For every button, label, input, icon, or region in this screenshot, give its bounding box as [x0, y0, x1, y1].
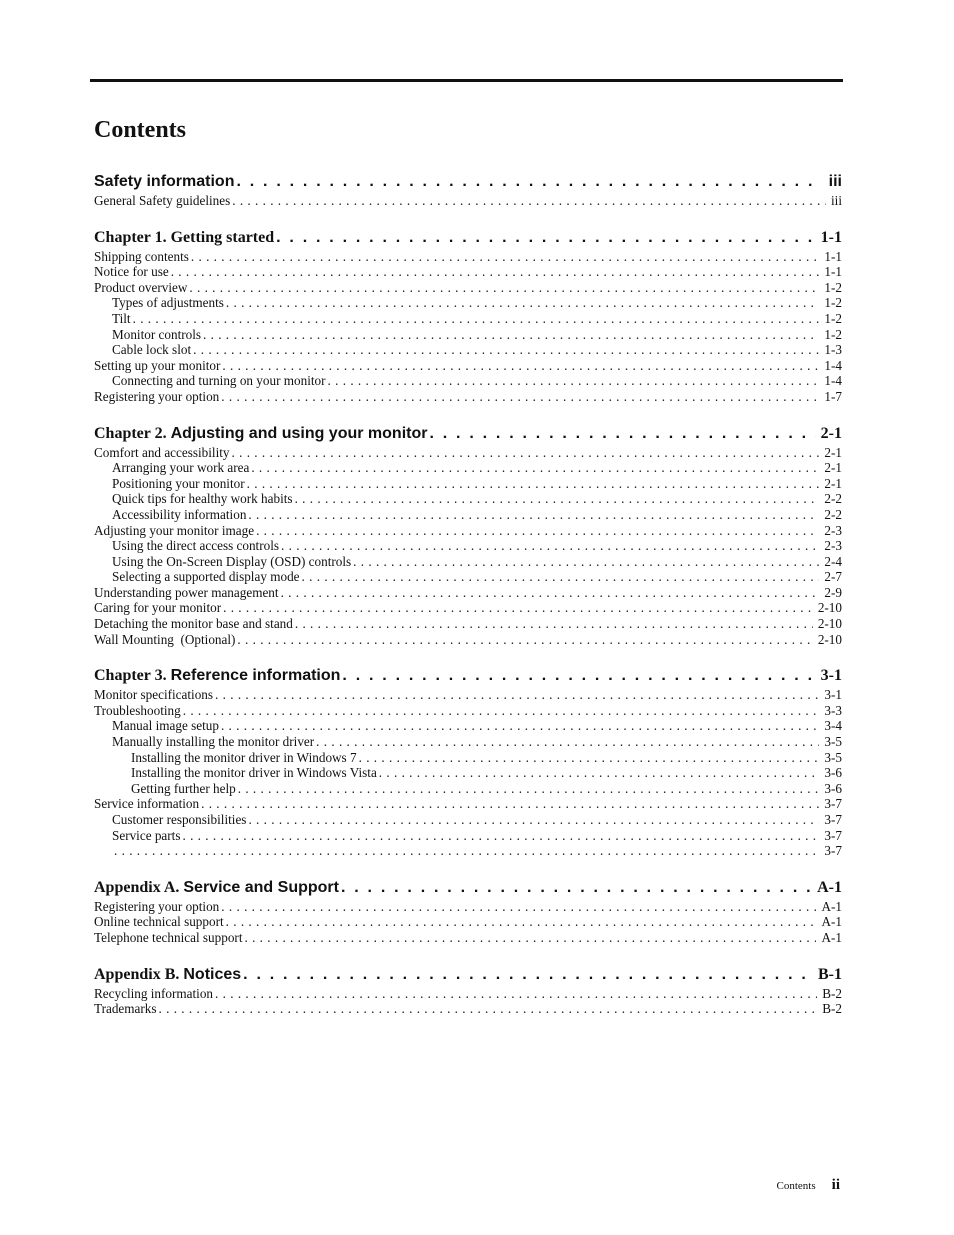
toc-entry-label: Understanding power management: [94, 584, 279, 600]
dot-leader: [226, 295, 820, 311]
toc-entry[interactable]: [94, 812, 842, 828]
toc-entry-page-number: 1-1: [824, 248, 842, 264]
toc-entry-page-number: 1-2: [824, 295, 842, 311]
toc-entry-label: Connecting and turning on your monitor: [112, 373, 326, 389]
dot-leader: [328, 373, 820, 389]
toc-entry[interactable]: [94, 491, 842, 507]
toc-entry-page-number: 1-2: [824, 310, 842, 326]
toc-entry[interactable]: [94, 899, 842, 915]
dot-leader: [247, 476, 820, 492]
toc-entry[interactable]: [94, 1001, 842, 1017]
toc-entry-label: Manually installing the monitor driver: [112, 734, 315, 750]
dot-leader: [203, 327, 819, 343]
toc-entry-label: Customer responsibilities: [112, 812, 247, 827]
dot-leader: [182, 828, 819, 844]
toc-entry-page-number: 2-2: [824, 491, 842, 507]
dot-leader: [221, 718, 819, 734]
toc-entry-page-number: B-2: [822, 985, 842, 1001]
toc-entry-page-number: 2-1: [824, 444, 842, 460]
dot-leader: [236, 172, 815, 192]
page-title: Contents: [94, 117, 187, 143]
toc-entry-page-number: 2-9: [824, 584, 842, 600]
toc-entry[interactable]: [94, 986, 842, 1002]
toc-entry[interactable]: [94, 249, 842, 265]
section-heading-title: Reference information: [170, 667, 341, 685]
toc-entry[interactable]: [94, 538, 842, 554]
dot-leader: [276, 228, 816, 248]
toc-entry-label: Quick tips for healthy work habits: [112, 491, 293, 507]
dot-leader: [215, 687, 819, 703]
dot-leader: [226, 914, 817, 930]
toc-section: [94, 172, 842, 209]
toc-entry[interactable]: [94, 616, 842, 632]
toc-entry-label: Installing the monitor driver in Windows 7: [131, 749, 357, 765]
dot-leader: [159, 1001, 818, 1017]
toc-entry[interactable]: [94, 311, 842, 327]
section-heading-title: Adjusting and using your monitor: [170, 424, 428, 442]
toc-entry[interactable]: [94, 507, 842, 523]
toc-entry[interactable]: [94, 930, 842, 946]
dot-leader: [379, 765, 820, 781]
toc-entry-label: Online technical support: [94, 914, 224, 930]
dot-leader: [171, 264, 820, 280]
toc-entry-page-number: 2-2: [824, 506, 842, 522]
toc-entry[interactable]: [94, 687, 842, 703]
toc-entry-label: Recycling information: [94, 985, 214, 1001]
toc-entry-label: Tilt: [112, 310, 131, 326]
toc-entry-page-number: 2-4: [824, 553, 842, 569]
toc-entry-page-number: 3-5: [824, 749, 842, 765]
section-page-number: A-1: [817, 878, 842, 896]
toc-entry-label: Types of adjustments: [112, 295, 224, 311]
toc-entry-page-number: 3-4: [824, 718, 842, 734]
toc-entry-label: Getting further help: [131, 780, 236, 796]
section-heading-prefix: Chapter 3.: [94, 667, 171, 685]
dot-leader: [238, 781, 820, 797]
footer-label: Contents: [776, 1180, 816, 1192]
toc-entry-label: Trademarks: [94, 1001, 157, 1017]
toc-entry-label: Using the On-Screen Display (OSD) controls: [112, 553, 352, 569]
section-page-number: 3-1: [820, 667, 842, 685]
dot-leader: [243, 965, 813, 985]
toc-entry-label: Troubleshooting: [94, 702, 181, 718]
section-heading-prefix: Appendix A.: [94, 878, 184, 896]
toc-entry-page-number: A-1: [821, 929, 842, 945]
toc-entry-page-number: 3-6: [824, 780, 842, 796]
toc-entry-page-number: 2-10: [817, 600, 842, 616]
toc-entry-page-number: 1-7: [824, 388, 842, 404]
toc-section: [94, 228, 842, 405]
dot-leader: [248, 507, 819, 523]
toc-entry-page-number: A-1: [821, 898, 842, 914]
toc-entry-page-number: 2-3: [824, 522, 842, 538]
dot-leader: [193, 342, 819, 358]
toc-entry[interactable]: [94, 843, 842, 859]
toc-entry[interactable]: [94, 295, 842, 311]
toc-entry-page-number: 3-5: [824, 734, 842, 750]
toc-entry-page-number: B-2: [822, 1001, 842, 1017]
dot-leader: [222, 358, 819, 374]
toc-section: [94, 424, 842, 648]
toc-entry[interactable]: [94, 914, 842, 930]
toc-entry-label: Shipping contents: [94, 248, 189, 264]
toc-section: [94, 878, 842, 946]
dot-leader: [316, 734, 819, 750]
toc-entry[interactable]: [94, 342, 842, 358]
dot-leader: [133, 311, 820, 327]
dot-leader: [295, 491, 820, 507]
toc-entry-page-number: A-1: [821, 914, 842, 930]
dot-leader: [189, 280, 819, 296]
section-heading-prefix: Chapter 2.: [94, 424, 171, 442]
toc-entry[interactable]: [94, 718, 842, 734]
dot-leader: [223, 600, 813, 616]
dot-leader: [295, 616, 813, 632]
toc-entry-page-number: 1-2: [824, 279, 842, 295]
dot-leader: [342, 666, 815, 686]
toc-section-heading[interactable]: [94, 424, 842, 444]
toc-entry[interactable]: [94, 373, 842, 389]
toc-entry-label: Registering your option: [94, 388, 220, 404]
section-heading-title: Notices: [183, 965, 242, 983]
toc-entry[interactable]: [94, 460, 842, 476]
toc-entry-label: Wall Mounting (Optional): [94, 631, 236, 647]
dot-leader: [221, 389, 819, 405]
toc-entry-page-number: 2-1: [824, 460, 842, 476]
toc-entry-page-number: 3-7: [824, 843, 842, 859]
toc-entry-label: Service parts: [112, 827, 181, 843]
toc-entry[interactable]: [94, 703, 842, 719]
toc-entry-label: Registering your option: [94, 898, 220, 914]
toc-entry-label: Setting up your monitor: [94, 357, 221, 373]
dot-leader: [237, 632, 812, 648]
toc-entry[interactable]: [94, 796, 842, 812]
toc-section-heading[interactable]: [94, 878, 842, 898]
toc-entry-page-number: 3-1: [824, 687, 842, 703]
dot-leader: [281, 538, 819, 554]
toc-section-heading[interactable]: [94, 965, 842, 985]
toc-entry-label: Product overview: [94, 279, 188, 295]
dot-leader: [251, 460, 819, 476]
section-page-number: iii: [828, 173, 842, 190]
toc-entry-page-number: iii: [831, 193, 842, 208]
toc-entry[interactable]: [94, 193, 842, 209]
toc-entry-page-number: 2-10: [817, 631, 842, 647]
toc-entry[interactable]: [94, 734, 842, 750]
toc-entry-page-number: 3-3: [824, 702, 842, 718]
toc-entry-label: Adjusting your monitor image: [94, 522, 255, 538]
toc-entry[interactable]: [94, 585, 842, 601]
toc-entry[interactable]: [94, 750, 842, 766]
dot-leader: [256, 523, 819, 539]
toc-entry-label: Notice for use: [94, 264, 169, 280]
toc-entry-label: Selecting a supported display mode: [112, 569, 300, 585]
dot-leader: [114, 843, 819, 859]
toc-entry[interactable]: [94, 327, 842, 343]
dot-leader: [429, 424, 815, 444]
toc-section: [94, 965, 842, 1017]
toc-entry[interactable]: [94, 828, 842, 844]
toc-section-heading[interactable]: [94, 666, 842, 686]
dot-leader: [215, 986, 817, 1002]
dot-leader: [191, 249, 820, 265]
toc-section-heading[interactable]: [94, 172, 842, 192]
toc-entry[interactable]: [94, 600, 842, 616]
dot-leader: [221, 899, 816, 915]
toc-entry-label: Monitor controls: [112, 326, 202, 342]
toc-entry-page-number: 1-1: [824, 264, 842, 280]
dot-leader: [232, 445, 820, 461]
toc-entry-label: Cable lock slot: [112, 342, 192, 358]
toc-entry[interactable]: [94, 358, 842, 374]
toc-entry-page-number: 2-7: [824, 569, 842, 585]
dot-leader: [232, 193, 826, 209]
toc-entry-page-number: 1-2: [824, 326, 842, 342]
section-page-number: 2-1: [820, 424, 842, 442]
section-page-number: B-1: [818, 965, 842, 983]
toc-entry[interactable]: [94, 781, 842, 797]
section-heading-title: Service and Support: [183, 878, 339, 896]
toc-entry-page-number: 2-1: [824, 475, 842, 491]
toc-entry[interactable]: [94, 632, 842, 648]
toc-entry-label: Monitor specifications: [94, 687, 214, 703]
toc-entry-label: Service information: [94, 796, 200, 812]
toc-entry-label: Installing the monitor driver in Windows Vista: [131, 765, 377, 781]
dot-leader: [248, 812, 819, 828]
section-page-number: 1-1: [820, 228, 842, 246]
toc-entry-label: Using the direct access controls: [112, 538, 279, 554]
section-heading-title: Safety information: [94, 173, 235, 190]
table-of-contents: [94, 172, 842, 1036]
dot-leader: [244, 930, 816, 946]
toc-entry-label: Telephone technical support: [94, 929, 243, 945]
toc-entry[interactable]: [94, 554, 842, 570]
header-rule: [90, 79, 843, 82]
toc-entry-page-number: 2-3: [824, 538, 842, 554]
dot-leader: [359, 750, 820, 766]
dot-leader: [281, 585, 820, 601]
toc-section: [94, 666, 842, 859]
toc-entry[interactable]: [94, 264, 842, 280]
toc-section-heading[interactable]: [94, 228, 842, 248]
toc-entry-page-number: 1-4: [824, 357, 842, 373]
toc-entry-label: Accessibility information: [112, 506, 247, 522]
toc-entry[interactable]: [94, 523, 842, 539]
section-heading-prefix: Appendix B.: [94, 965, 184, 983]
toc-entry[interactable]: [94, 765, 842, 781]
dot-leader: [183, 703, 820, 719]
toc-entry-page-number: 1-4: [824, 373, 842, 389]
toc-entry-label: Positioning your monitor: [112, 475, 245, 491]
toc-entry-label: General Safety guidelines: [94, 193, 231, 208]
toc-entry-page-number: 3-7: [824, 812, 842, 827]
toc-entry-page-number: 3-6: [824, 765, 842, 781]
toc-entry[interactable]: [94, 476, 842, 492]
toc-entry-label: Arranging your work area: [112, 460, 250, 476]
toc-entry-label: Manual image setup: [112, 718, 219, 734]
toc-entry[interactable]: [94, 445, 842, 461]
page-footer: [777, 1177, 840, 1194]
dot-leader: [341, 878, 812, 898]
toc-entry-page-number: 3-7: [824, 796, 842, 812]
dot-leader: [201, 796, 819, 812]
toc-entry-label: Detaching the monitor base and stand: [94, 616, 293, 632]
toc-entry-label: Comfort and accessibility: [94, 444, 230, 460]
dot-leader: [302, 569, 820, 585]
toc-entry[interactable]: [94, 280, 842, 296]
toc-entry-page-number: 2-10: [817, 616, 842, 632]
toc-entry-page-number: 3-7: [824, 827, 842, 843]
toc-entry-page-number: 1-3: [824, 342, 842, 358]
toc-entry-label: Caring for your monitor: [94, 600, 222, 616]
footer-page-number: ii: [831, 1177, 840, 1193]
toc-entry[interactable]: [94, 569, 842, 585]
dot-leader: [353, 554, 819, 570]
section-heading-title: Chapter 1. Getting started: [94, 228, 275, 246]
toc-entry[interactable]: [94, 389, 842, 405]
